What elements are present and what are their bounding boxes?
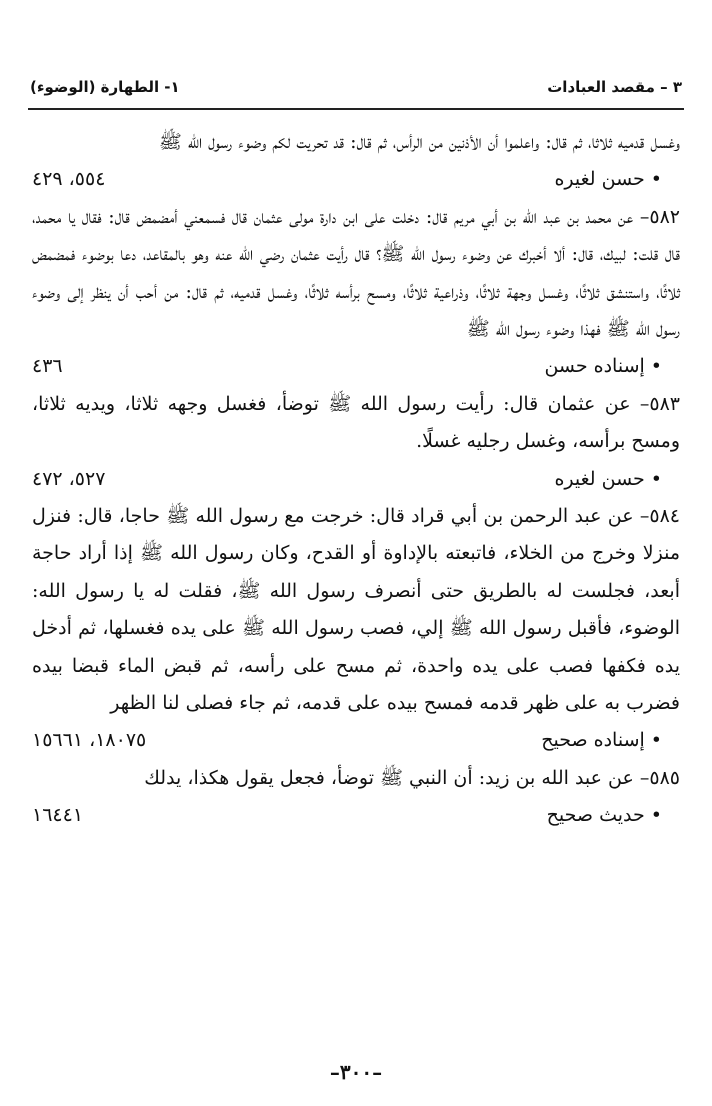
grade-text: • حسن لغيره — [554, 461, 662, 498]
grade-line — [32, 722, 680, 759]
header-rule — [28, 108, 684, 110]
grade-line — [32, 161, 680, 198]
grade-refs: ٥٥٤، ٤٢٩ — [32, 168, 106, 191]
hadith-584: ٥٨٤– عن عبد الرحمن بن أبي قراد قال: خرجت مع رسول الله ﷺ حاجا، قال: فنزل منزلا وخرج من الخلاء، فاتبعته بالإداوة أو القدح، وكان رسول الله ﷺ إذا أراد حاجة أبعد، فجلست له بالطريق حتى أنصرف رسول الله ﷺ، فقلت له يا رسول الله: الوضوء، فأقبل رسول الله ﷺ إلي، فصب رسول الله ﷺ على يده فغسلها، ثم أدخل يده فكفها فصب على يده واحدة، ثم مسح على رأسه، ثم قبض الماء قبضا بيده فضرب به على ظهر قدمه فمسح بيده على قدمه، ثم جاء فصلى لنا الظهر — [32, 505, 680, 715]
grade-refs: ١٨٠٧٥، ١٥٦٦١ — [32, 729, 147, 752]
chapter-title: ٣ – مقصد العبادات — [547, 78, 682, 96]
grade-refs: ٥٢٧، ٤٧٢ — [32, 467, 106, 490]
running-header — [30, 78, 682, 104]
hadith-583: ٥٨٣– عن عثمان قال: رأيت رسول الله ﷺ توضأ، فغسل وجهه ثلاثا، ويديه ثلاثا، ومسح برأسه، وغسل رجليه غسلًا. — [32, 392, 680, 453]
hadith-text: وغسل قدميه ثلاثا، ثم قال: واعلموا أن الأذنين من الرأس، ثم قال: قد تحريت لكم وضوء رسول الله ﷺ — [158, 131, 680, 153]
grade-refs: ٤٣٦ — [32, 355, 63, 378]
page-number: –٣٠٠– — [329, 1060, 383, 1084]
grade-text: • حديث صحيح — [547, 797, 662, 834]
grade-line — [32, 461, 680, 498]
grade-line — [32, 348, 680, 385]
grade-refs: ١٦٤٤١ — [32, 804, 84, 827]
section-title: ١- الطهارة (الوضوء) — [30, 78, 180, 96]
hadith-585: ٥٨٥– عن عبد الله بن زيد: أن النبي ﷺ توضأ، فجعل يقول هكذا، يدلك — [144, 766, 680, 789]
hadith-582: ٥٨٢– عن محمد بن عبد الله بن أبي مريم قال: دخلت على ابن دارة مولى عثمان قال فسمعني أمضمض قال: فقال يا محمد، قال قلت: لبيك، قال: ألا أخبرك عن وضوء رسول الله ﷺ؟ قال رأيت عثمان رضي الله عنه وهو بالمقاعد، دعا بوضوء فمضمض ثلاثًا، واستنشق ثلاثًا، وغسل وجهة ثلاثًا، وذراعية ثلاثًا، ومسح برأسه ثلاثًا، وغسل قدميه، ثم قال: من أحب أن ينظر إلى وضوء رسول الله ﷺ فهذا وضوء رسول الله ﷺ — [32, 205, 680, 341]
page-body — [32, 124, 680, 835]
grade-text: • إسناده صحيح — [541, 722, 662, 759]
grade-text: • حسن لغيره — [554, 161, 662, 198]
grade-text: • إسناده حسن — [544, 348, 662, 385]
grade-line — [32, 797, 680, 834]
